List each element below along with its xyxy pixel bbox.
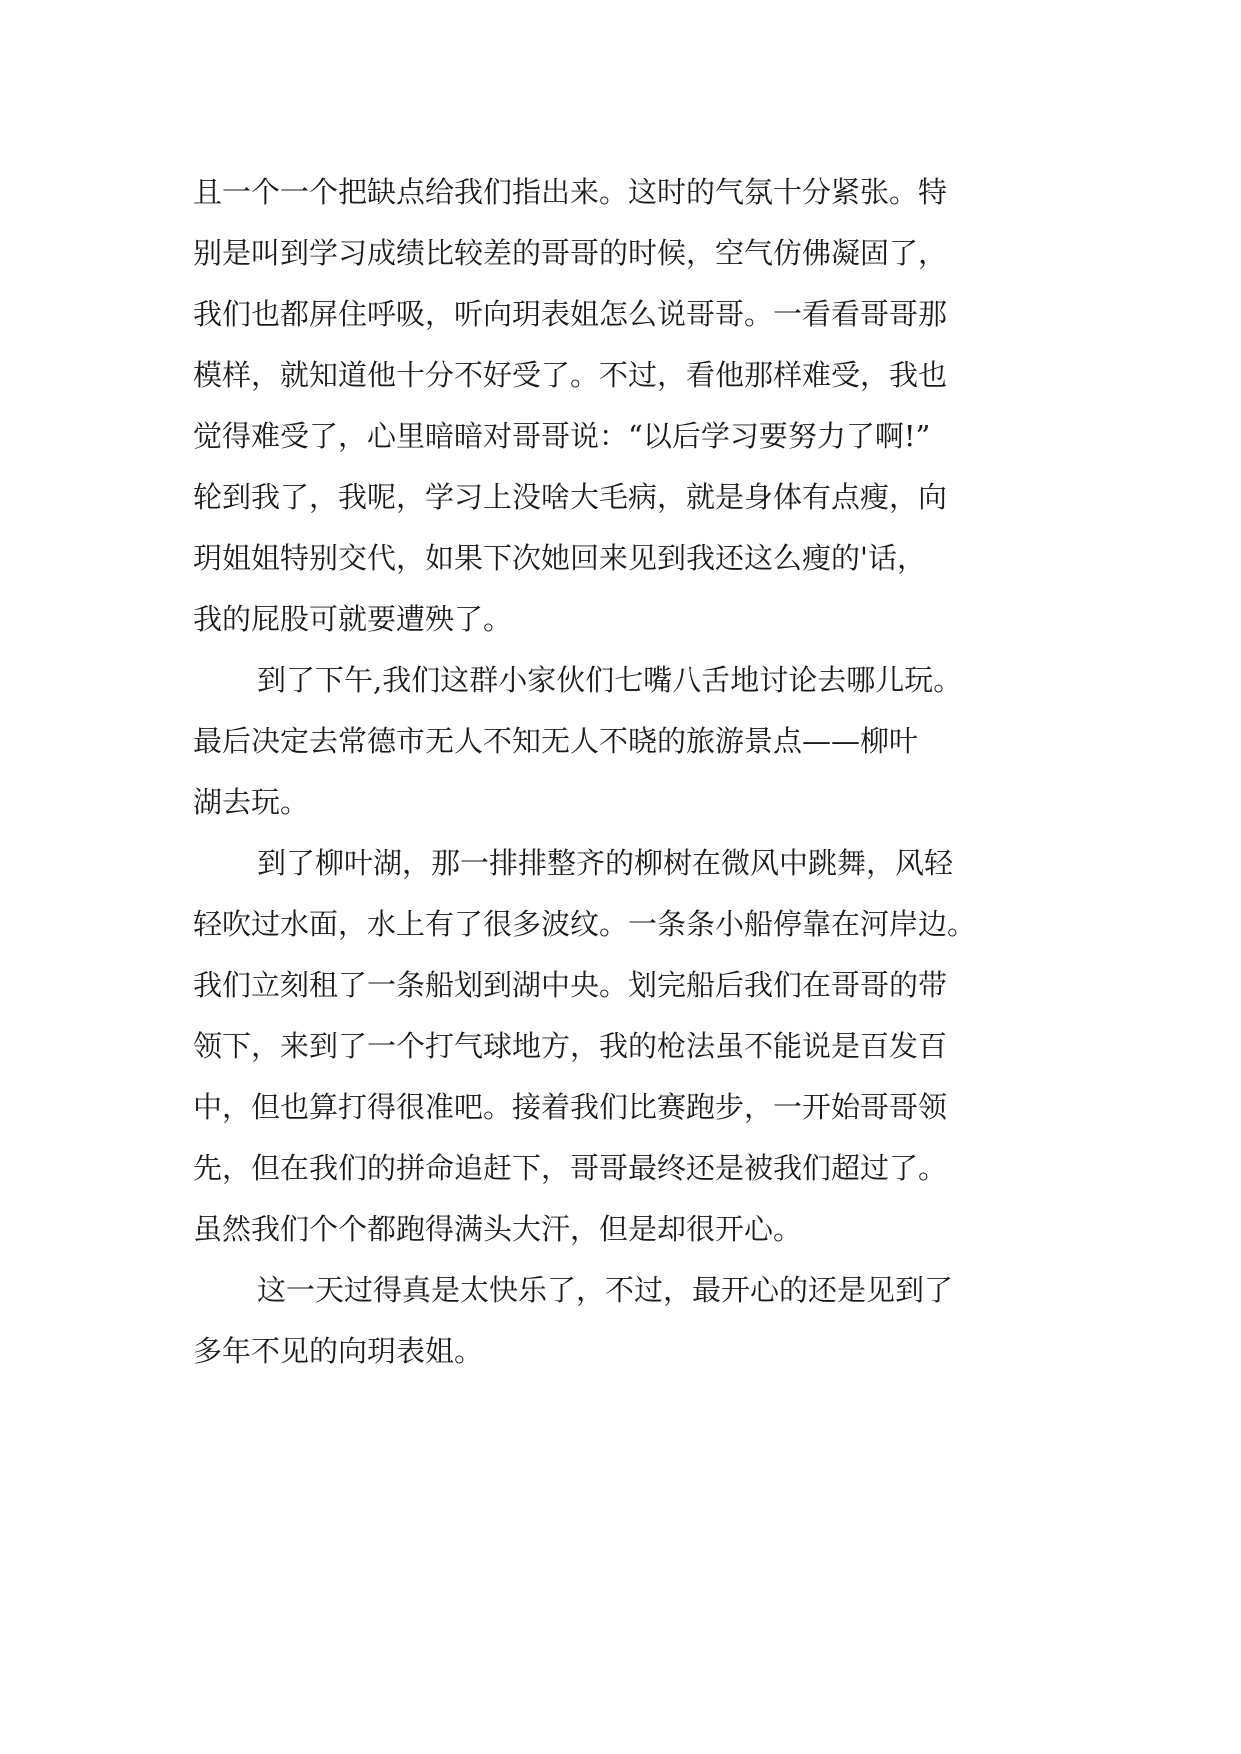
paragraph-4 [193,1260,1073,1382]
text-line: 别是叫到学习成绩比较差的哥哥的时候，空气仿佛凝固了， [193,236,948,270]
text-line: 且一个一个把缺点给我们指出来。这时的气氛十分紧张。特 [193,175,948,209]
text-line: 湖去玩。 [193,785,310,819]
text-line: 我的屁股可就要遭殃了。 [193,602,513,636]
text-line: 到了下午,我们这群小家伙们七嘴八舌地讨论去哪儿玩。 [257,663,963,697]
text-line: 觉得难受了，心里暗暗对哥哥说：“以后学习要努力了啊!” [193,419,931,453]
document-body [193,162,1073,1382]
paragraph-1 [193,162,1073,650]
text-line: 玥姐姐特别交代，如果下次她回来见到我还这么瘦的'话， [193,541,926,575]
text-line: 先，但在我们的拼命追赶下，哥哥最终还是被我们超过了。 [193,1151,948,1185]
text-line: 我们也都屏住呼吸，听向玥表姐怎么说哥哥。一看看哥哥那 [193,297,948,331]
text-line: 我们立刻租了一条船划到湖中央。划完船后我们在哥哥的带 [193,968,948,1002]
text-line: 模样，就知道他十分不好受了。不过，看他那样难受，我也 [193,358,948,392]
text-line: 领下，来到了一个打气球地方，我的枪法虽不能说是百发百 [193,1029,948,1063]
text-line: 多年不见的向玥表姐。 [193,1334,484,1368]
text-line: 到了柳叶湖，那一排排整齐的柳树在微风中跳舞，风轻 [257,846,954,880]
text-line: 轮到我了，我呢，学习上没啥大毛病，就是身体有点瘦，向 [193,480,948,514]
paragraph-2 [193,650,1073,833]
paragraph-3 [193,833,1073,1260]
text-line: 这一天过得真是太快乐了，不过，最开心的还是见到了 [257,1273,954,1307]
text-line: 虽然我们个个都跑得满头大汗，但是却很开心。 [193,1212,803,1246]
text-line: 中，但也算打得很准吧。接着我们比赛跑步，一开始哥哥领 [193,1090,948,1124]
text-line: 轻吹过水面，水上有了很多波纹。一条条小船停靠在河岸边。 [193,907,977,941]
text-line: 最后决定去常德市无人不知无人不晓的旅游景点——柳叶 [193,724,919,758]
